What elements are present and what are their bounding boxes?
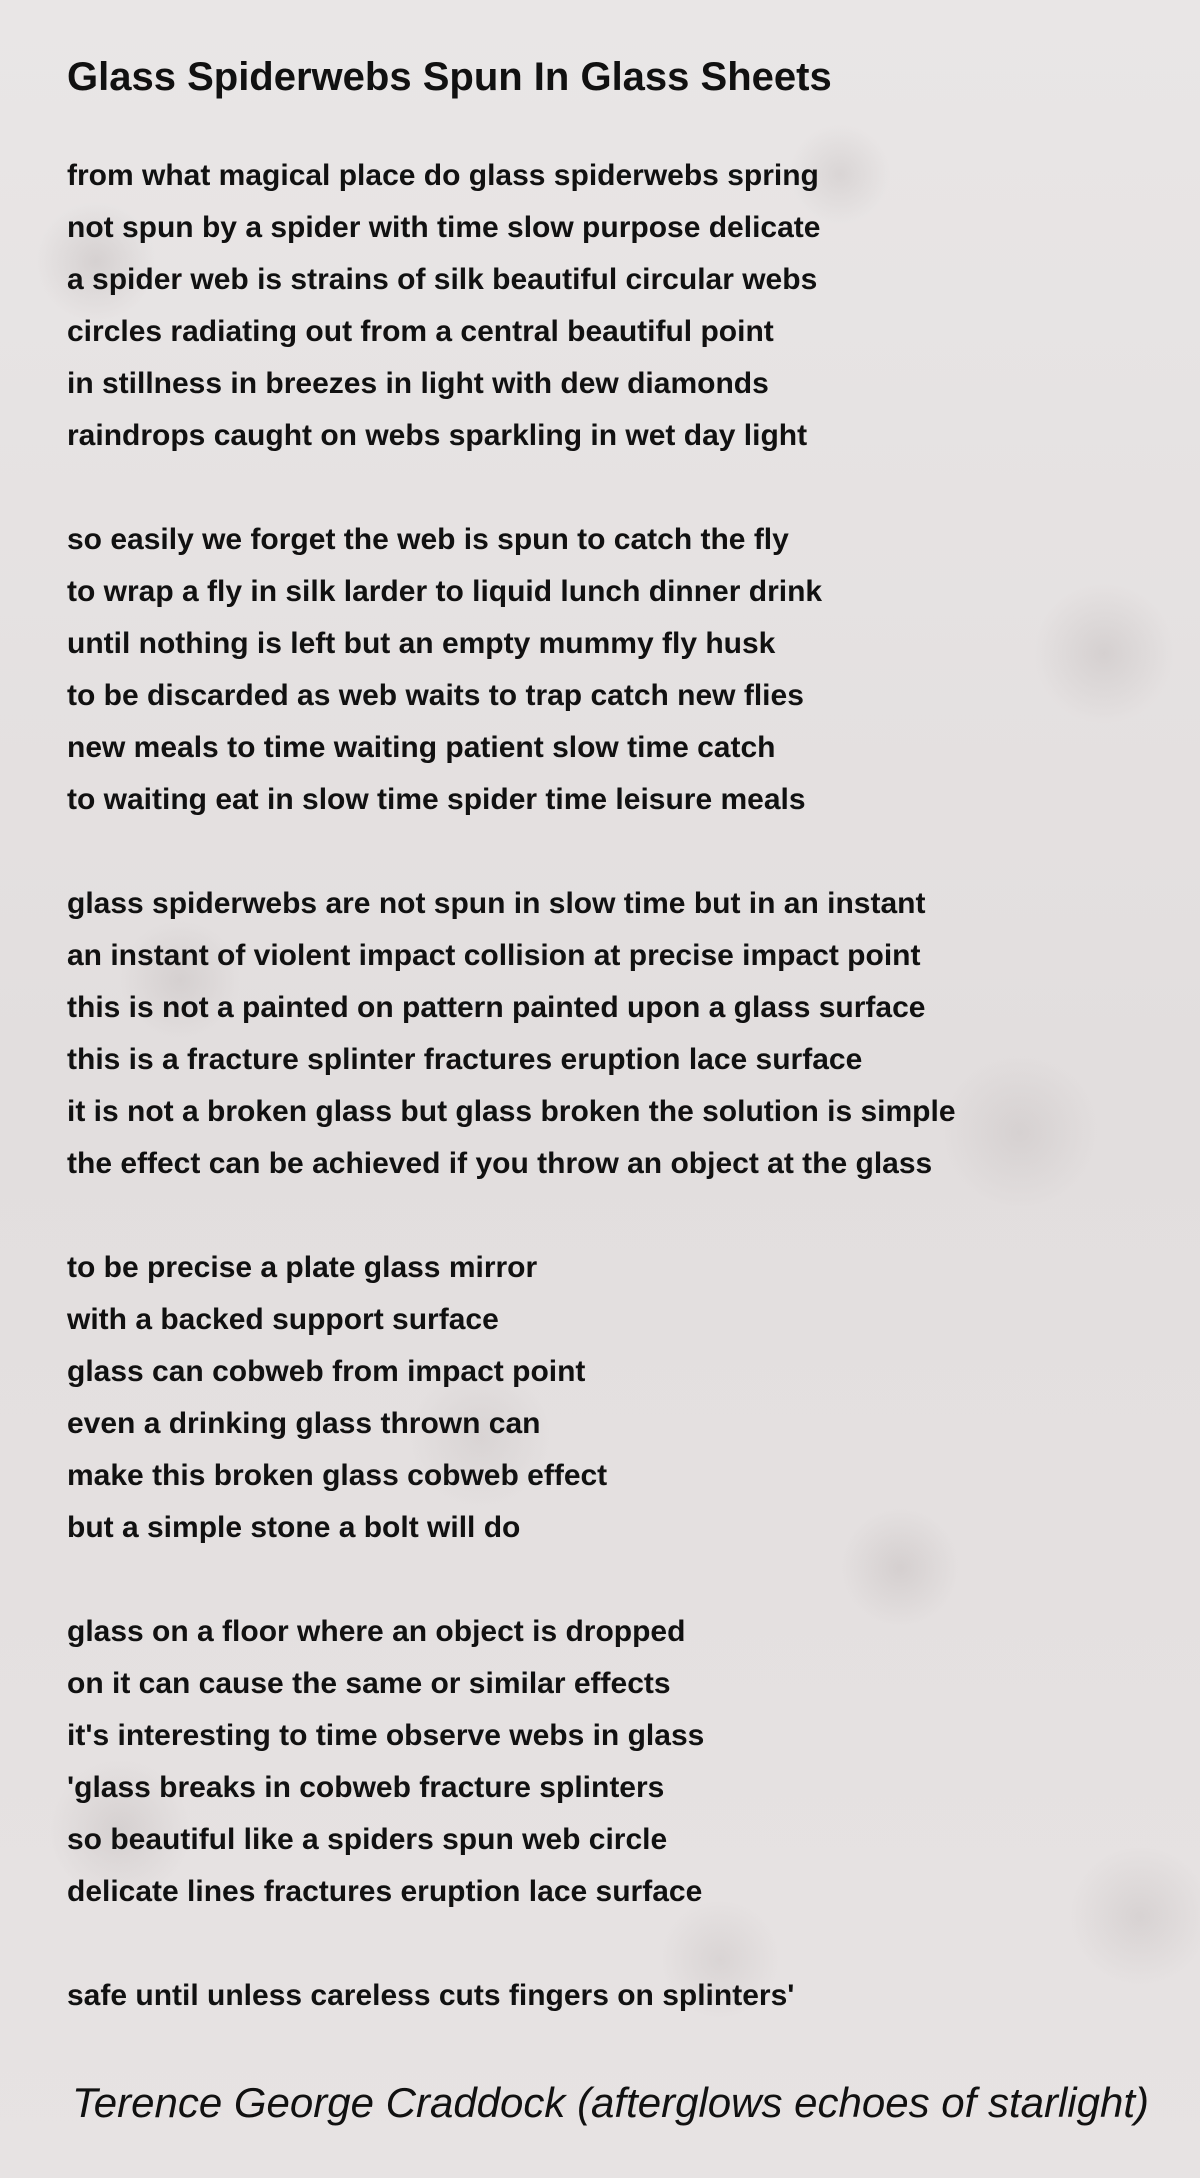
poem-line: from what magical place do glass spiderwebs spring [67,159,819,192]
poem-line: raindrops caught on webs sparkling in wet day light [67,419,808,452]
poem-line: it is not a broken glass but glass broken the solution is simple [67,1095,956,1128]
poem-line: to wrap a fly in silk larder to liquid lunch dinner drink [67,575,823,608]
stanza-3 [67,878,1167,1190]
poem-line: a spider web is strains of silk beautiful circular webs [67,263,818,296]
poem-line: on it can cause the same or similar effects [67,1667,671,1700]
poem-line: to be discarded as web waits to trap catch new flies [67,679,804,712]
poem-line: new meals to time waiting patient slow time catch [67,731,776,764]
poem-line: so beautiful like a spiders spun web circle [67,1823,668,1856]
poem-line: an instant of violent impact collision at precise impact point [67,939,921,972]
poem-line: this is not a painted on pattern painted upon a glass surface [67,991,926,1024]
stanza-4 [67,1242,1167,1554]
poem-line: in stillness in breezes in light with dew diamonds [67,367,769,400]
stanza-2 [67,514,1167,826]
poem-line: circles radiating out from a central beautiful point [67,315,774,348]
poem-line: make this broken glass cobweb effect [67,1459,608,1492]
poem-line: glass on a floor where an object is dropped [67,1615,686,1648]
poem-title: Glass Spiderwebs Spun In Glass Sheets [67,55,832,99]
poem-line: even a drinking glass thrown can [67,1407,541,1440]
poem-line: this is a fracture splinter fractures eruption lace surface [67,1043,863,1076]
poem-line: 'glass breaks in cobweb fracture splinters [67,1771,665,1804]
poem-line: safe until unless careless cuts fingers on splinters' [67,1979,795,2012]
stanza-6 [67,1970,1167,2022]
poem-line: glass can cobweb from impact point [67,1355,586,1388]
poem-line: glass spiderwebs are not spun in slow time but in an instant [67,887,926,920]
poem-line: the effect can be achieved if you throw an object at the glass [67,1147,933,1180]
poem-line: delicate lines fractures eruption lace surface [67,1875,703,1908]
stanza-1 [67,150,1167,462]
poem-line: not spun by a spider with time slow purpose delicate [67,211,821,244]
poem-line: with a backed support surface [67,1303,499,1336]
poem-line: to be precise a plate glass mirror [67,1251,538,1284]
poem-author: Terence George Craddock (afterglows echoes of starlight) [72,2079,1149,2126]
poem-line: but a simple stone a bolt will do [67,1511,521,1544]
poem-line: to waiting eat in slow time spider time leisure meals [67,783,806,816]
poem-line: so easily we forget the web is spun to catch the fly [67,523,789,556]
poem-line: it's interesting to time observe webs in glass [67,1719,705,1752]
stanza-5 [67,1606,1167,1918]
poem-body [67,150,1167,2074]
poem-line: until nothing is left but an empty mummy fly husk [67,627,776,660]
